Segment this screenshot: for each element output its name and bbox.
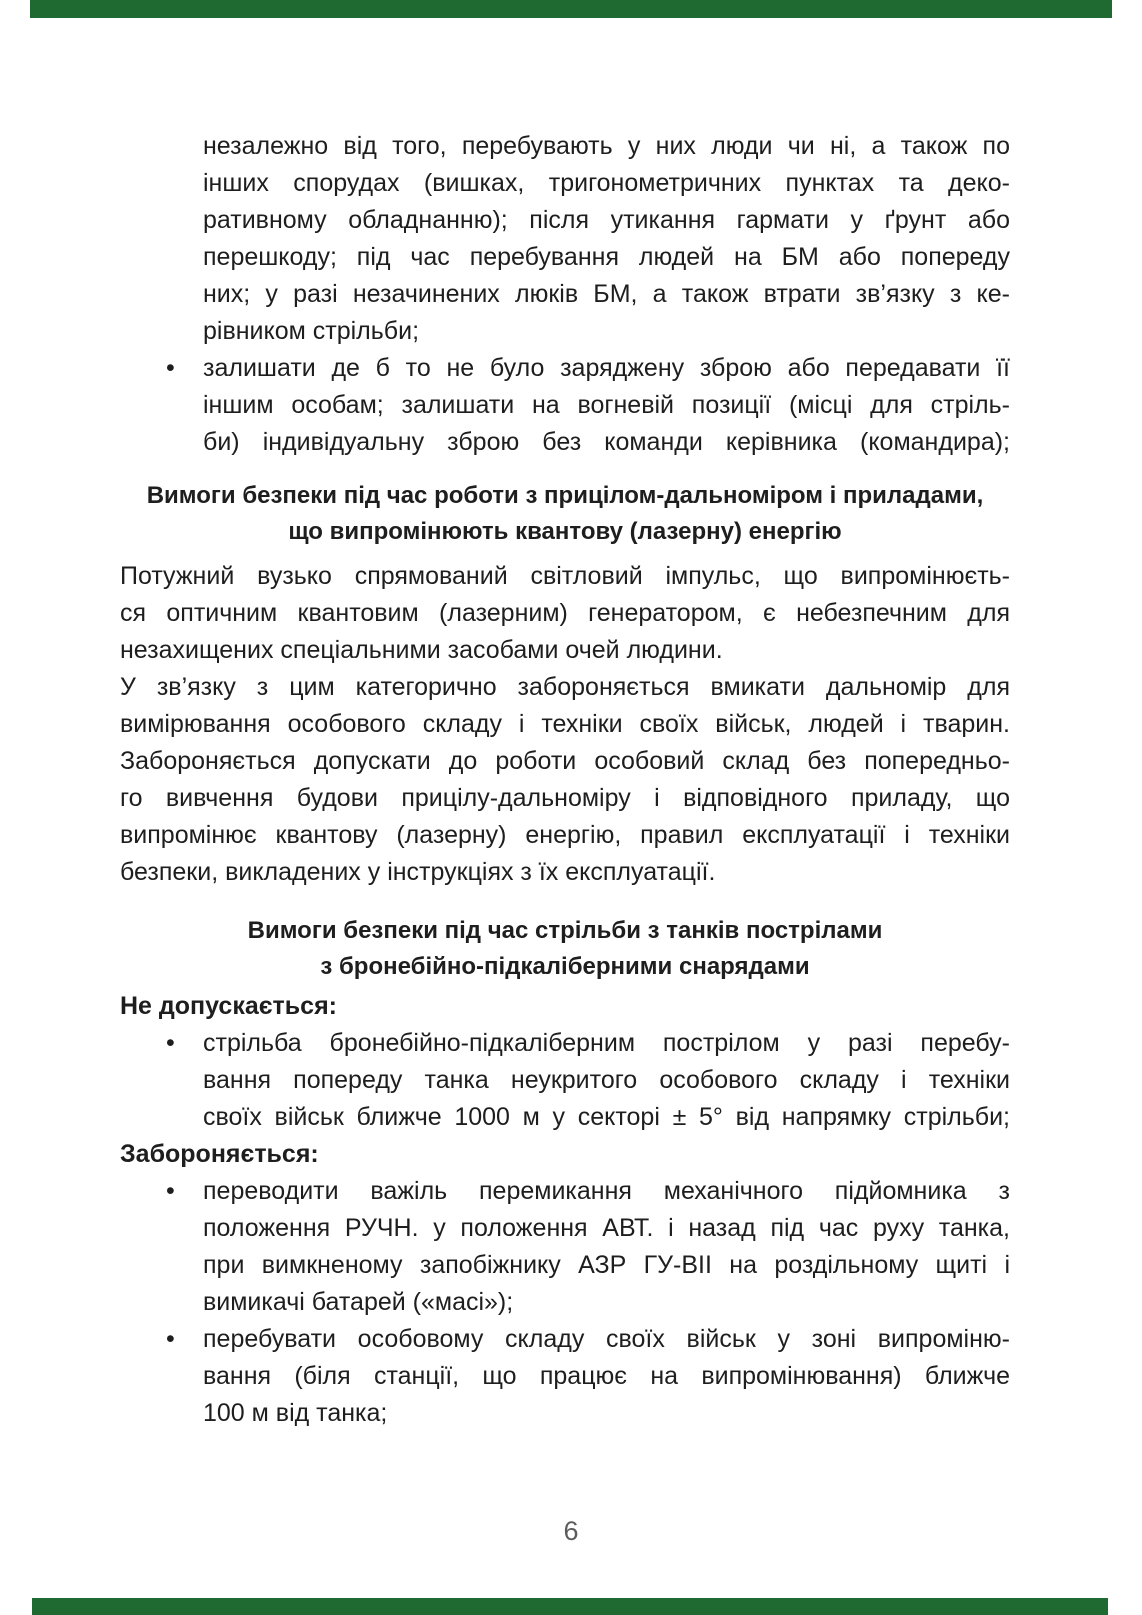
text-line: вимірювання особового складу і техніки своїх військ, людей і тварин. xyxy=(120,710,1010,738)
heading-line: Вимоги безпеки під час роботи з прицілом-дальноміром і приладами, xyxy=(146,482,984,509)
text-line: го вивчення будови прицілу-дальноміру і відповідного приладу, що xyxy=(120,784,1010,812)
bullet-item-lever-switch xyxy=(120,1173,1010,1321)
bullet-icon: • xyxy=(166,1029,175,1057)
section-heading-sabot-firing xyxy=(120,913,1010,985)
text-line: незахищених спеціальними засобами очей людини. xyxy=(120,636,723,664)
heading-line: з бронебійно-підкаліберними снарядами xyxy=(320,953,810,980)
bullet-item-continuation xyxy=(120,128,1010,350)
text-line: положення РУЧН. у положення АВТ. і назад під час руху танка, xyxy=(203,1214,1010,1242)
text-line: інших спорудах (вишках, тригонометричних пунктах та деко- xyxy=(203,169,1010,197)
paragraph-laser-safety xyxy=(120,558,1010,891)
text-line: вимикачі батарей («масі»); xyxy=(203,1288,514,1316)
text-line: незалежно від того, перебувають у них люди чи ні, а також по xyxy=(203,132,1010,160)
text-line: залишати де б то не було заряджену зброю або передавати її xyxy=(203,354,1010,382)
heading-line: Вимоги безпеки під час стрільби з танків пострілами xyxy=(247,917,883,944)
text-line: перебувати особовому складу своїх військ у зоні випроміню- xyxy=(203,1325,1010,1353)
bullet-item-sabot-firing xyxy=(120,1025,1010,1136)
text-line: них; у разі незачинених люків БМ, а також втрати зв’язку з ке- xyxy=(203,280,1010,308)
section-heading-laser-safety xyxy=(120,478,1010,550)
heading-line: що випромінюють квантову (лазерну) енергію xyxy=(288,518,842,545)
page-edge-bottom-bar xyxy=(32,1598,1108,1615)
bullet-icon: • xyxy=(166,1325,175,1353)
text-line: переводити важіль перемикання механічного підйомника з xyxy=(203,1177,1010,1205)
text-line: би) індивідуальну зброю без команди керівника (командира); xyxy=(203,428,1010,456)
text-line: стрільба бронебійно-підкаліберним пострілом у разі перебу- xyxy=(203,1029,1010,1057)
text-line: Потужний вузько спрямований світловий імпульс, що випромінюєть- xyxy=(120,562,1010,590)
text-line: У зв’язку з цим категорично забороняється вмикати дальномір для xyxy=(120,673,1010,701)
page-number: 6 xyxy=(563,1516,579,1546)
text-line: 100 м від танка; xyxy=(203,1399,388,1427)
label-forbidden: Забороняється: xyxy=(120,1140,319,1168)
bullet-item-leave-weapon xyxy=(120,350,1010,461)
text-line: Забороняється допускати до роботи особовий склад без попередньо- xyxy=(120,747,1010,775)
bullet-icon: • xyxy=(166,354,175,382)
text-line: вання (біля станції, що працює на випромінювання) ближче xyxy=(203,1362,1010,1390)
text-line: ся оптичним квантовим (лазерним) генератором, є небезпечним для xyxy=(120,599,1010,627)
label-not-allowed: Не допускається: xyxy=(120,992,337,1020)
bullet-item-radiation-zone xyxy=(120,1321,1010,1432)
text-line: перешкоду; під час перебування людей на БМ або попереду xyxy=(203,243,1010,271)
text-line: іншим особам; залишати на вогневій позиції (місці для стріль- xyxy=(203,391,1010,419)
text-line: рівником стрільби; xyxy=(203,317,420,345)
page-content xyxy=(120,0,1010,1432)
text-line: випромінює квантову (лазерну) енергію, правил експлуатації і техніки xyxy=(120,821,1010,849)
text-line: вання попереду танка неукритого особового складу і техніки xyxy=(203,1066,1010,1094)
text-line: ративному обладнанню); після утикання гармати у ґрунт або xyxy=(203,206,1010,234)
text-line: безпеки, викладених у інструкціях з їх експлуатації. xyxy=(120,858,716,886)
text-line: при вимкненому запобіжнику АЗР ГУ-ВІІ на роздільному щиті і xyxy=(203,1251,1010,1279)
text-line: своїх військ ближче 1000 м у секторі ± 5° від напрямку стрільби; xyxy=(203,1103,1010,1131)
bullet-icon: • xyxy=(166,1177,175,1205)
